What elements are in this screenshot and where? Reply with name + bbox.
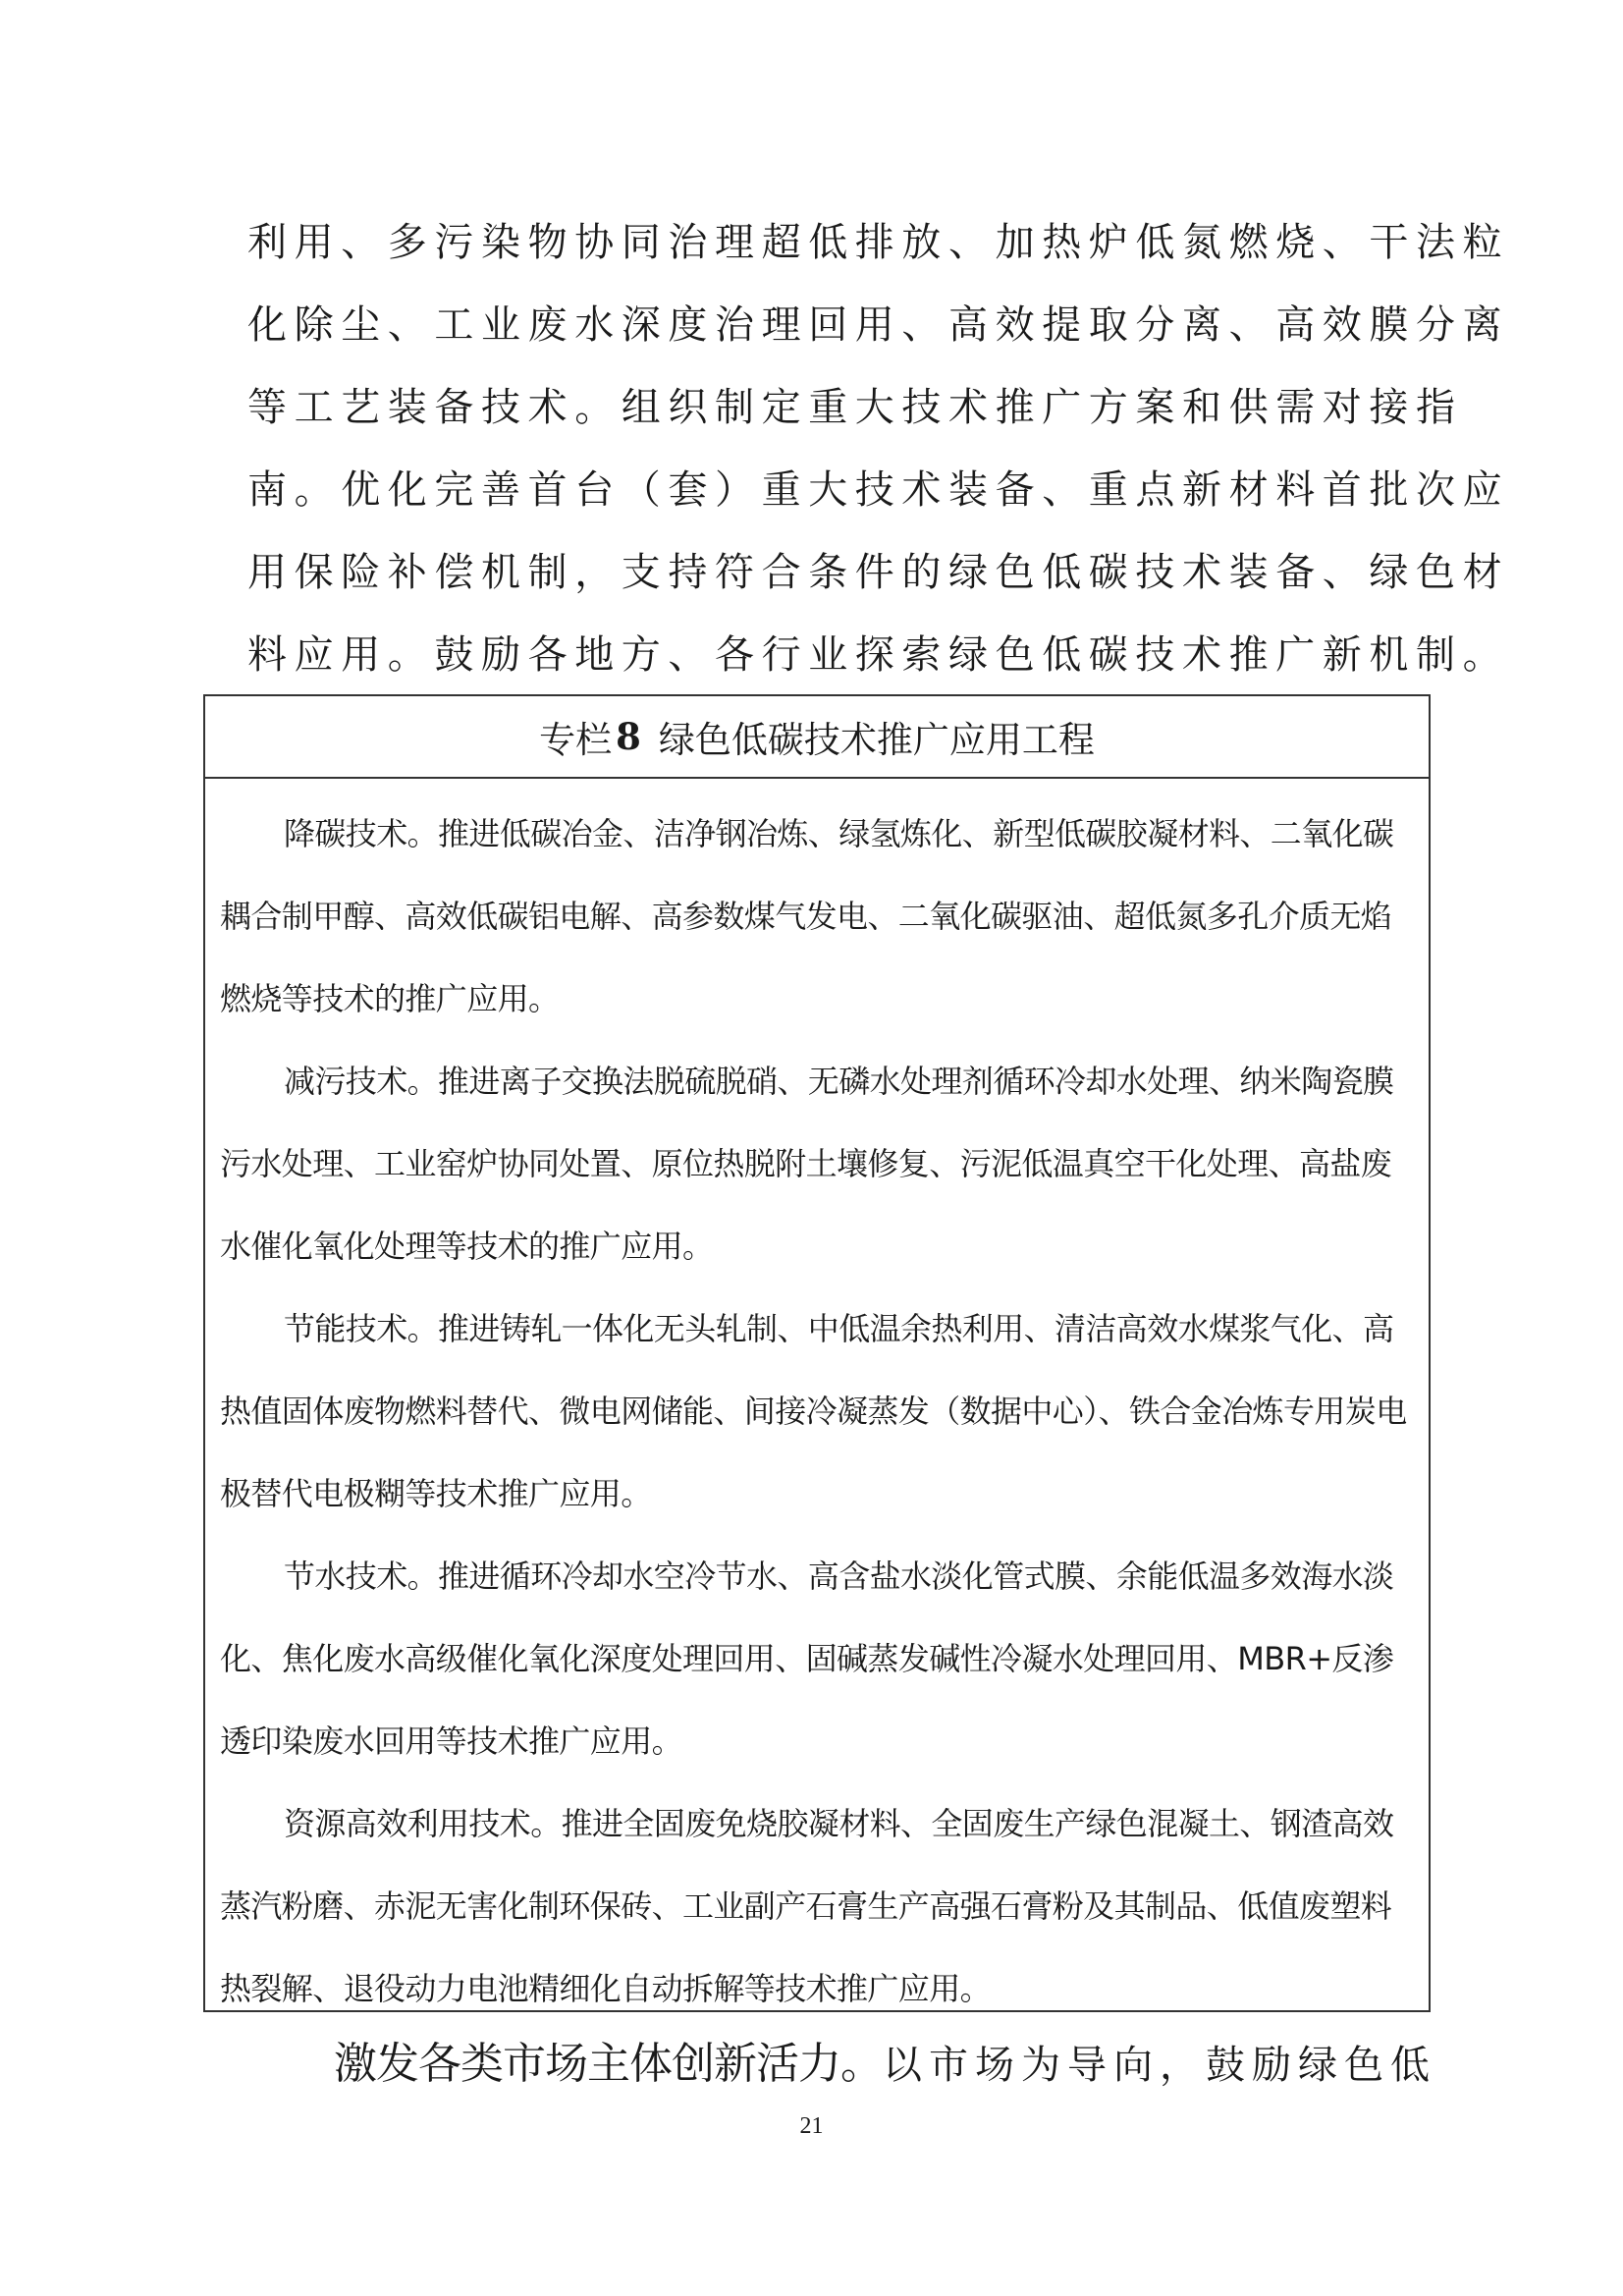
column-item-line: 污水处理、工业窑炉协同处置、原位热脱附土壤修复、污泥低温真空干化处理、高盐废	[220, 1145, 1392, 1182]
column-item-line: 燃烧等技术的推广应用。	[220, 980, 560, 1017]
intro-line: 利用、多污染物协同治理超低排放、加热炉低氮燃烧、干法粒	[247, 220, 1510, 265]
intro-line: 化除尘、工业废水深度治理回用、高效提取分离、高效膜分离	[247, 302, 1510, 348]
intro-paragraph	[247, 201, 1510, 696]
column-box	[203, 694, 1431, 2012]
column-item-line: 水催化氧化处理等技术的推广应用。	[220, 1228, 714, 1265]
column-item-carbon-reduction	[220, 793, 1420, 1040]
column-title-prefix: 专栏	[539, 719, 613, 761]
column-item-resource-efficiency	[220, 1782, 1420, 2030]
column-item-energy-saving	[220, 1287, 1420, 1535]
column-item-line: 极替代电极糊等技术推广应用。	[220, 1475, 652, 1512]
column-item-pollution-reduction	[220, 1040, 1420, 1287]
intro-line: 用保险补偿机制，支持符合条件的绿色低碳技术装备、绿色材	[247, 550, 1510, 595]
column-item-line: 减污技术。推进离子交换法脱硫脱硝、无磷水处理剂循环冷却水处理、纳米陶瓷膜	[284, 1063, 1394, 1100]
column-item-line: 耦合制甲醇、高效低碳铝电解、高参数煤气发电、二氧化碳驱油、超低氮多孔介质无焰	[220, 898, 1392, 935]
column-title-number: 8	[616, 715, 641, 758]
column-item-line: 节能技术。推进铸轧一体化无头轧制、中低温余热利用、清洁高效水煤浆气化、高	[284, 1310, 1394, 1347]
final-paragraph-text: 以市场为导向，鼓励绿色低	[883, 2043, 1436, 2088]
column-item-line: 透印染废水回用等技术推广应用。	[220, 1722, 683, 1760]
final-paragraph	[334, 2023, 1436, 2106]
column-item-line: 热值固体废物燃料替代、微电网储能、间接冷凝蒸发（数据中心）、铁合金冶炼专用炭电	[220, 1393, 1407, 1430]
column-item-water-saving	[220, 1535, 1420, 1782]
column-item-line: 热裂解、退役动力电池精细化自动拆解等技术推广应用。	[220, 1970, 992, 2007]
column-item-line: 降碳技术。推进低碳冶金、洁净钢冶炼、绿氢炼化、新型低碳胶凝材料、二氧化碳	[284, 815, 1394, 852]
column-box-body	[220, 793, 1420, 2030]
column-item-line: 节水技术。推进循环冷却水空冷节水、高含盐水淡化管式膜、余能低温多效海水淡	[284, 1558, 1394, 1595]
column-title-text: 绿色低碳技术推广应用工程	[658, 719, 1095, 761]
column-box-title	[205, 696, 1429, 779]
column-item-line: 蒸汽粉磨、赤泥无害化制环保砖、工业副产石膏生产高强石膏粉及其制品、低值废塑料	[220, 1887, 1392, 1925]
column-item-line: 资源高效利用技术。推进全固废免烧胶凝材料、全固废生产绿色混凝土、钢渣高效	[284, 1805, 1394, 1842]
final-paragraph-lead: 激发各类市场主体创新活力。	[334, 2039, 883, 2089]
page-number: 21	[799, 2113, 824, 2139]
intro-line: 等工艺装备技术。组织制定重大技术推广方案和供需对接指	[247, 385, 1463, 430]
column-item-line: 化、焦化废水高级催化氧化深度处理回用、固碱蒸发碱性冷凝水处理回用、MBR+反渗	[220, 1640, 1394, 1677]
intro-line: 料应用。鼓励各地方、各行业探索绿色低碳技术推广新机制。	[247, 632, 1510, 678]
intro-line: 南。优化完善首台（套）重大技术装备、重点新材料首批次应	[247, 467, 1510, 513]
